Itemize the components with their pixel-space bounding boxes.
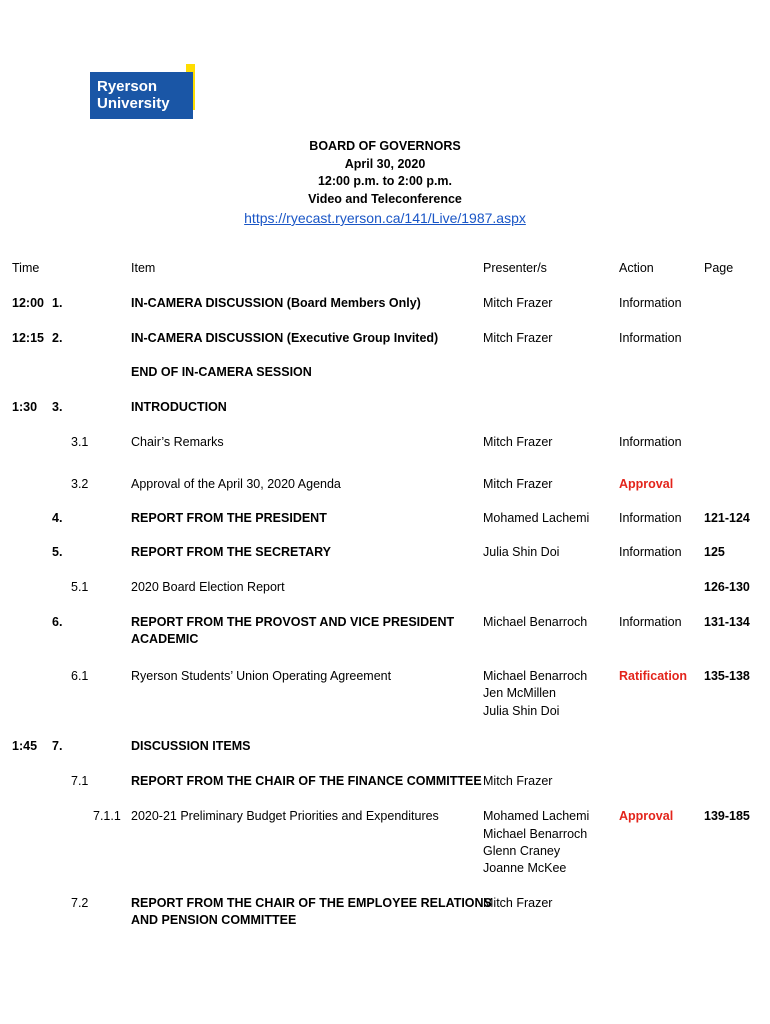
- row-item: 2020-21 Preliminary Budget Priorities and Expenditures: [131, 809, 439, 823]
- row-page: 121-124: [704, 511, 750, 525]
- row-action: Information: [619, 511, 682, 525]
- row-action: Information: [619, 296, 682, 310]
- row-page: 131-134: [704, 615, 750, 629]
- board-title: BOARD OF GOVERNORS: [309, 139, 461, 153]
- ryerson-logo: [90, 64, 202, 120]
- row-number: 4.: [52, 511, 63, 525]
- row-page: 139-185: [704, 809, 750, 823]
- row-presenter-1: Mohamed Lachemi: [483, 809, 590, 823]
- row-number: 1.: [52, 296, 63, 310]
- row-time: 12:00: [12, 296, 44, 310]
- logo-line-1: Ryerson: [97, 78, 158, 95]
- row-action: Information: [619, 545, 682, 559]
- row-presenter: Mitch Frazer: [483, 774, 553, 788]
- row-number: 2.: [52, 331, 63, 345]
- row-number: 3.1: [71, 435, 89, 449]
- row-item-line-1: REPORT FROM THE PROVOST AND VICE PRESIDENT: [131, 615, 455, 629]
- row-item: IN-CAMERA DISCUSSION (Board Members Only): [131, 296, 421, 310]
- row-number: 3.: [52, 400, 63, 414]
- row-time: 1:45: [12, 739, 38, 753]
- livestream-link[interactable]: https://ryecast.ryerson.ca/141/Live/1987.aspx: [244, 210, 526, 226]
- row-number: 5.1: [71, 580, 89, 594]
- meeting-venue: Video and Teleconference: [308, 191, 462, 206]
- col-header-presenter: Presenter/s: [483, 261, 547, 275]
- row-presenter: Julia Shin Doi: [483, 545, 560, 559]
- col-header-action: Action: [619, 261, 654, 275]
- row-item: END OF IN-CAMERA SESSION: [131, 365, 312, 379]
- row-presenter: Mitch Frazer: [483, 435, 553, 449]
- row-action-approval: Approval: [619, 477, 674, 491]
- row-item: Chair’s Remarks: [131, 435, 224, 449]
- row-presenter: Michael Benarroch: [483, 615, 588, 629]
- row-time: 1:30: [12, 400, 38, 414]
- row-number: 7.1: [71, 774, 89, 788]
- row-action: Information: [619, 331, 682, 345]
- row-item: DISCUSSION ITEMS: [131, 739, 251, 753]
- row-presenter-2: Michael Benarroch: [483, 827, 588, 841]
- row-item-line-1: REPORT FROM THE CHAIR OF THE EMPLOYEE RELATIONS: [131, 896, 492, 910]
- row-number: 3.2: [71, 477, 89, 491]
- row-presenter-3: Glenn Craney: [483, 844, 561, 858]
- row-item: Approval of the April 30, 2020 Agenda: [131, 477, 341, 491]
- col-header-time: Time: [12, 261, 40, 275]
- row-number: 5.: [52, 545, 63, 559]
- col-header-item: Item: [131, 261, 156, 275]
- row-item: Ryerson Students’ Union Operating Agreement: [131, 669, 392, 683]
- row-presenter-1: Michael Benarroch: [483, 669, 588, 683]
- meeting-date: April 30, 2020: [344, 156, 426, 171]
- row-action: Information: [619, 615, 682, 629]
- row-number: 7.1.1: [93, 809, 121, 823]
- row-page: 125: [704, 545, 725, 559]
- row-presenter-2: Jen McMillen: [483, 686, 556, 700]
- meeting-time: 12:00 p.m. to 2:00 p.m.: [317, 174, 453, 188]
- row-action-ratification: Ratification: [619, 669, 688, 683]
- row-presenter: Mitch Frazer: [483, 296, 553, 310]
- row-page: 126-130: [704, 580, 750, 594]
- row-number: 6.1: [71, 669, 89, 683]
- row-item: IN-CAMERA DISCUSSION (Executive Group Invited): [131, 331, 439, 345]
- row-presenter-4: Joanne McKee: [483, 861, 567, 875]
- row-page: 135-138: [704, 669, 750, 683]
- agenda-header: [0, 138, 770, 226]
- row-number: 7.2: [71, 896, 89, 910]
- row-number: 6.: [52, 615, 63, 629]
- logo-line-2: University: [97, 95, 170, 112]
- col-header-page: Page: [704, 261, 734, 275]
- row-presenter: Mitch Frazer: [483, 896, 553, 910]
- row-action-approval: Approval: [619, 809, 674, 823]
- row-item: INTRODUCTION: [131, 400, 227, 414]
- row-item: REPORT FROM THE PRESIDENT: [131, 511, 327, 525]
- row-item-line-2: ACADEMIC: [131, 632, 199, 646]
- row-time: 12:15: [12, 331, 44, 345]
- row-item: 2020 Board Election Report: [131, 580, 285, 594]
- row-presenter-3: Julia Shin Doi: [483, 704, 560, 718]
- row-presenter: Mohamed Lachemi: [483, 511, 590, 525]
- row-presenter: Mitch Frazer: [483, 331, 553, 345]
- row-item-line-2: AND PENSION COMMITTEE: [131, 913, 297, 927]
- row-action: Information: [619, 435, 682, 449]
- row-presenter: Mitch Frazer: [483, 477, 553, 491]
- row-number: 7.: [52, 739, 63, 753]
- row-item: REPORT FROM THE CHAIR OF THE FINANCE COMMITTEE: [131, 774, 482, 788]
- row-item: REPORT FROM THE SECRETARY: [131, 545, 332, 559]
